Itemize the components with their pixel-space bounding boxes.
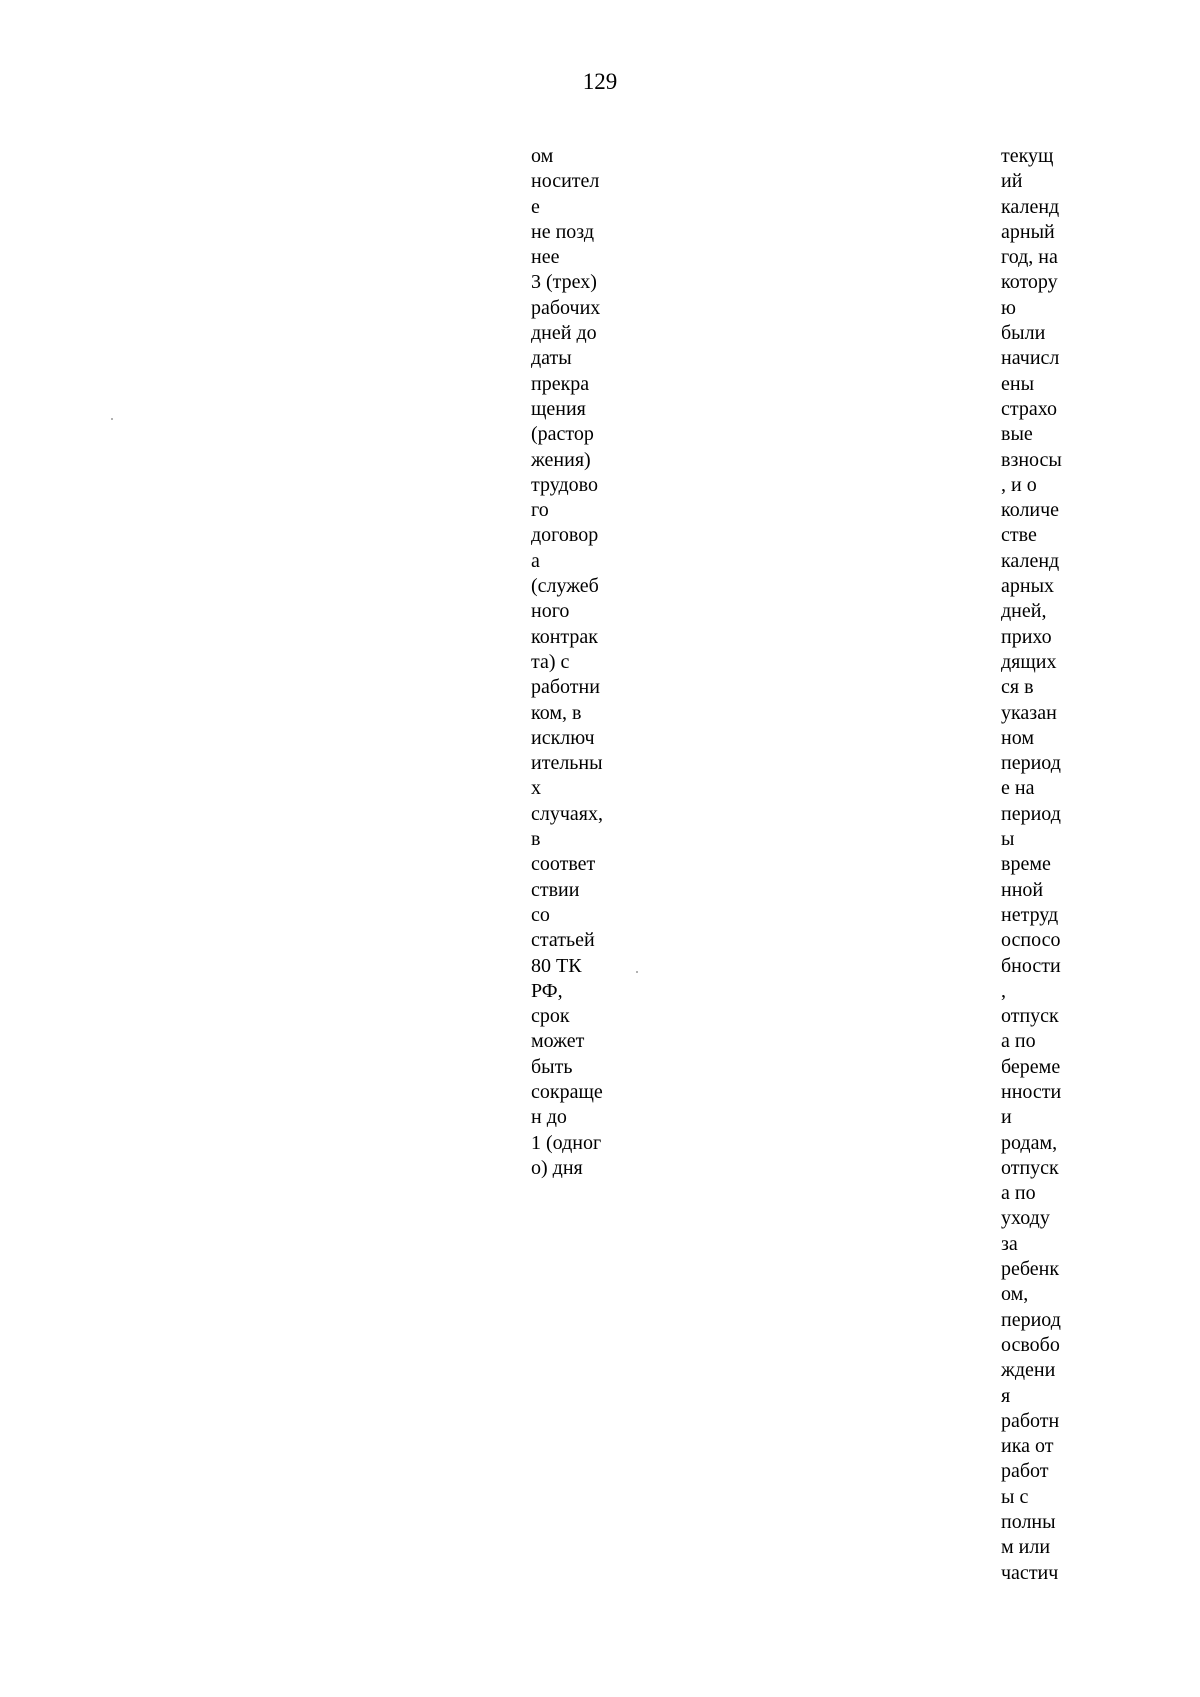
text-line: работ (1001, 1460, 1049, 1483)
text-line: м или (1001, 1536, 1051, 1559)
scan-speck (636, 971, 638, 973)
text-line: со (531, 903, 550, 926)
text-line: арных (1001, 575, 1055, 598)
text-line: даты (531, 347, 572, 370)
text-line: страхо (1001, 397, 1057, 420)
text-line: за (1001, 1232, 1018, 1255)
text-line: не позд (531, 220, 594, 243)
text-line: е на (1001, 777, 1035, 800)
text-line: прихо (1001, 625, 1052, 648)
text-line: ребенк (1001, 1258, 1060, 1281)
text-line: ю (1001, 296, 1016, 319)
text-line: щения (531, 397, 586, 420)
text-line: нее (531, 246, 560, 269)
text-line: нной (1001, 878, 1044, 901)
text-line: та) с (531, 650, 570, 673)
text-line: ы с (1001, 1485, 1029, 1508)
text-line: отпуск (1001, 1005, 1059, 1028)
text-line: ены (1001, 372, 1035, 395)
text-line: а по (1001, 1182, 1036, 1205)
text-line: быть (531, 1055, 573, 1078)
text-line: арный (1001, 220, 1055, 243)
text-line: х (531, 777, 541, 800)
text-line: а (531, 549, 540, 572)
text-line: соответ (531, 853, 596, 876)
text-line: ном (1001, 726, 1034, 749)
text-line: трудово (531, 473, 598, 496)
text-line: освобо (1001, 1333, 1060, 1356)
text-line: (служеб (531, 575, 599, 598)
text-line: ий (1001, 170, 1023, 193)
scan-speck (111, 418, 113, 420)
text-line: ы (1001, 828, 1015, 851)
text-line: време (1001, 853, 1051, 876)
text-line: 80 ТК (531, 954, 582, 977)
text-line: период (1001, 802, 1061, 825)
text-line: период (1001, 1308, 1061, 1331)
text-line: РФ, (531, 979, 563, 1002)
text-line: оспосо (1001, 929, 1061, 952)
text-line: работни (531, 676, 600, 699)
text-line: котору (1001, 271, 1058, 294)
text-line: ком, в (531, 701, 582, 724)
text-line: дней, (1001, 600, 1047, 623)
text-line: период (1001, 752, 1061, 775)
text-line: календ (1001, 195, 1060, 218)
text-line: стве (1001, 524, 1037, 547)
text-line: , и о (1001, 473, 1037, 496)
text-line: отпуск (1001, 1156, 1059, 1179)
text-line: носител (531, 170, 600, 193)
text-line: исключ (531, 726, 595, 749)
text-line: ся в (1001, 676, 1034, 699)
text-line: го (531, 499, 549, 522)
text-line: текущ (1001, 145, 1054, 167)
text-line: календ (1001, 549, 1060, 572)
text-line: вые (1001, 423, 1033, 446)
text-line: срок (531, 1005, 570, 1028)
text-line: начисл (1001, 347, 1060, 370)
text-line: рабочих (531, 296, 601, 319)
page-number: 129 (582, 69, 618, 94)
text-line: может (531, 1030, 585, 1053)
text-line: родам, (1001, 1131, 1058, 1154)
text-line: год, на (1001, 246, 1058, 269)
text-line: указан (1001, 701, 1057, 724)
text-line: ительны (531, 752, 603, 775)
text-line: береме (1001, 1055, 1061, 1078)
text-line: жения) (531, 448, 591, 471)
text-line: количе (1001, 499, 1060, 522)
text-line: ждени (1001, 1359, 1056, 1382)
text-line: (растор (531, 423, 594, 446)
text-line: дней до (531, 322, 597, 345)
text-line: и (1001, 1106, 1012, 1129)
text-line: , (1001, 979, 1006, 1002)
text-line: бности (1001, 954, 1061, 977)
text-line: полны (1001, 1511, 1056, 1534)
text-line: е (531, 195, 540, 218)
text-line: ом (531, 145, 554, 167)
text-line: взносы (1001, 448, 1062, 471)
text-line: ствии (531, 878, 580, 901)
text-line: дящих (1001, 650, 1057, 673)
text-line: н до (531, 1106, 567, 1129)
text-line: работн (1001, 1409, 1060, 1432)
text-line: частич (1001, 1561, 1059, 1584)
text-line: были (1001, 322, 1046, 345)
right-text-column (1001, 144, 1062, 1586)
text-line: статьей (531, 929, 595, 952)
text-line: а по (1001, 1030, 1036, 1053)
text-line: нетруд (1001, 903, 1059, 926)
text-line: случаях, (531, 802, 603, 825)
text-line: прекра (531, 372, 590, 395)
text-line: о) дня (531, 1156, 583, 1179)
text-line: в (531, 828, 541, 851)
left-text-column (531, 144, 603, 1181)
text-line: уходу (1001, 1207, 1050, 1230)
text-line: ика от (1001, 1435, 1054, 1458)
text-line: сокраще (531, 1080, 603, 1103)
text-line: 3 (трех) (531, 271, 597, 294)
text-line: 1 (одног (531, 1131, 602, 1154)
text-line: я (1001, 1384, 1011, 1407)
text-line: договор (531, 524, 599, 547)
text-line: контрак (531, 625, 598, 648)
text-line: ного (531, 600, 570, 623)
text-line: ом, (1001, 1283, 1029, 1306)
text-line: нности (1001, 1080, 1062, 1103)
